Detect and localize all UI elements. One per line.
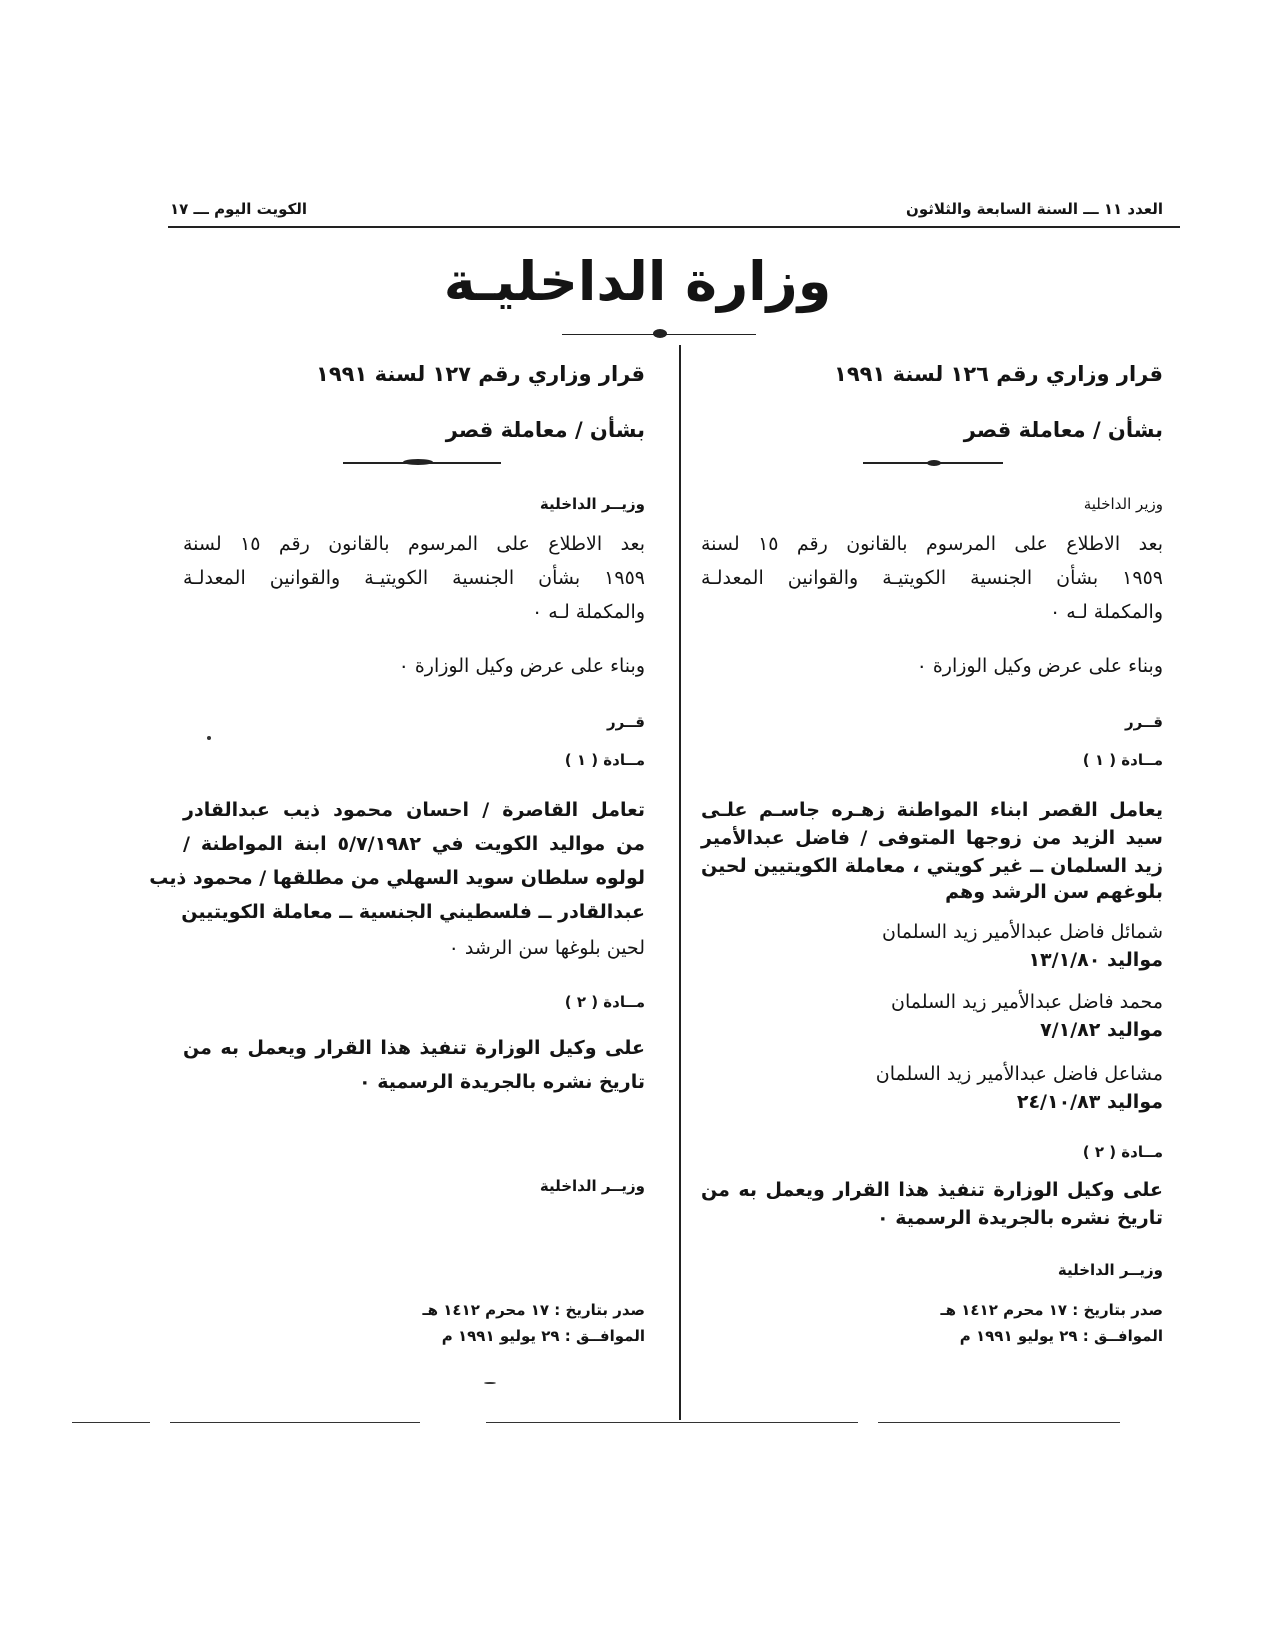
article-1-line: لولوه سلطان سويد السهلي من مطلقها / محمود ذيب <box>149 867 645 889</box>
article-1-heading: مــادة ( ١ ) <box>1082 751 1163 769</box>
basis-line: وبناء على عرض وكيل الوزارة ٠ <box>398 655 645 677</box>
decision-subject: بشأن / معاملة قصر <box>445 418 645 442</box>
article-1-line: سيد الزيد من زوجها المتوفى / فاضل عبدالأمير <box>701 827 1163 849</box>
corresponding-date: الموافــق : ٢٩ يوليو ١٩٩١ م <box>959 1327 1163 1345</box>
minister-signature: وزيــر الداخلية <box>539 1177 645 1195</box>
minister-heading: وزير الداخلية <box>1083 495 1163 513</box>
subject-underline-dot <box>403 459 433 465</box>
issue-line: العدد ١١ ـــ السنة السابعة والثلاثون <box>906 200 1163 218</box>
preamble-line: والمكملة لـه ٠ <box>531 601 645 623</box>
bottom-rule-segment <box>486 1422 858 1423</box>
ministry-title: وزارة الداخليـة <box>443 250 832 313</box>
title-ornament-dot <box>653 329 667 338</box>
decision-title: قرار وزاري رقم ١٢٦ لسنة ١٩٩١ <box>834 362 1163 386</box>
article-2-line: تاريخ نشره بالجريدة الرسمية ٠ <box>358 1071 645 1093</box>
person-birth: مواليد ٧/١/٨٢ <box>1040 1019 1163 1041</box>
preamble-line: بعد الاطلاع على المرسوم بالقانون رقم ١٥ لسنة <box>701 533 1163 555</box>
decision-127-column <box>149 0 645 1650</box>
column-divider <box>679 345 681 1420</box>
article-1-heading: مــادة ( ١ ) <box>564 751 645 769</box>
subject-underline-dot <box>927 460 941 466</box>
article-2-line: على وكيل الوزارة تنفيذ هذا القرار ويعمل به من <box>701 1179 1163 1201</box>
minister-signature: وزيــر الداخلية <box>1057 1261 1163 1279</box>
article-2-line: على وكيل الوزارة تنفيذ هذا القرار ويعمل به من <box>183 1037 645 1059</box>
article-1-line: من مواليد الكويت في ٥/٧/١٩٨٢ ابنة المواطنة / <box>183 833 645 855</box>
scan-speck <box>484 1382 496 1384</box>
bottom-rule-segment <box>878 1422 1120 1423</box>
person-name: مشاعل فاضل عبدالأمير زيد السلمان <box>875 1063 1163 1085</box>
bottom-rule-segment <box>170 1422 420 1423</box>
decision-126-column <box>701 0 1163 1650</box>
article-2-line: تاريخ نشره بالجريدة الرسمية ٠ <box>876 1207 1163 1229</box>
preamble-line: ١٩٥٩ بشأن الجنسية الكويتيـة والقوانين المعدلـة <box>701 567 1163 589</box>
person-name: شمائل فاضل عبدالأمير زيد السلمان <box>882 921 1163 943</box>
article-1-line: يعامل القصر ابناء المواطنة زهـره جاسـم علـى <box>701 799 1163 821</box>
article-2-heading: مــادة ( ٢ ) <box>564 993 645 1011</box>
article-2-heading: مــادة ( ٢ ) <box>1082 1143 1163 1161</box>
decided-heading: قــرر <box>1124 713 1163 731</box>
person-birth: مواليد ٢٤/١٠/٨٣ <box>1016 1091 1163 1113</box>
bottom-rule-segment <box>72 1422 150 1423</box>
minister-heading: وزيــر الداخلية <box>539 495 645 513</box>
issued-date: صدر بتاريخ : ١٧ محرم ١٤١٢ هـ <box>940 1301 1163 1319</box>
decision-title: قرار وزاري رقم ١٢٧ لسنة ١٩٩١ <box>316 362 645 386</box>
article-1-line: تعامل القاصرة / احسان محمود ذيب عبدالقادر <box>183 799 645 821</box>
decided-heading: قــرر <box>606 713 645 731</box>
article-1-line: عبدالقادر ــ فلسطيني الجنسية ــ معاملة الكويتيين <box>181 901 645 923</box>
preamble-line: ١٩٥٩ بشأن الجنسية الكويتيـة والقوانين المعدلـة <box>183 567 645 589</box>
decision-subject: بشأن / معاملة قصر <box>963 418 1163 442</box>
corresponding-date: الموافــق : ٢٩ يوليو ١٩٩١ م <box>441 1327 645 1345</box>
basis-line: وبناء على عرض وكيل الوزارة ٠ <box>916 655 1163 677</box>
preamble-line: والمكملة لـه ٠ <box>1049 601 1163 623</box>
page-line: الكويت اليوم ـــ ١٧ <box>170 200 308 218</box>
person-birth: مواليد ١٣/١/٨٠ <box>1028 949 1163 971</box>
scan-speck <box>207 736 211 740</box>
article-1-line: لحين بلوغها سن الرشد ٠ <box>448 937 645 959</box>
article-1-line: زيد السلمان ــ غير كويتي ، معاملة الكويتيين لحين <box>701 855 1163 877</box>
person-name: محمد فاضل عبدالأمير زيد السلمان <box>891 991 1163 1013</box>
issued-date: صدر بتاريخ : ١٧ محرم ١٤١٢ هـ <box>422 1301 645 1319</box>
preamble-line: بعد الاطلاع على المرسوم بالقانون رقم ١٥ لسنة <box>183 533 645 555</box>
article-1-line: بلوغهم سن الرشد وهم <box>945 881 1163 903</box>
